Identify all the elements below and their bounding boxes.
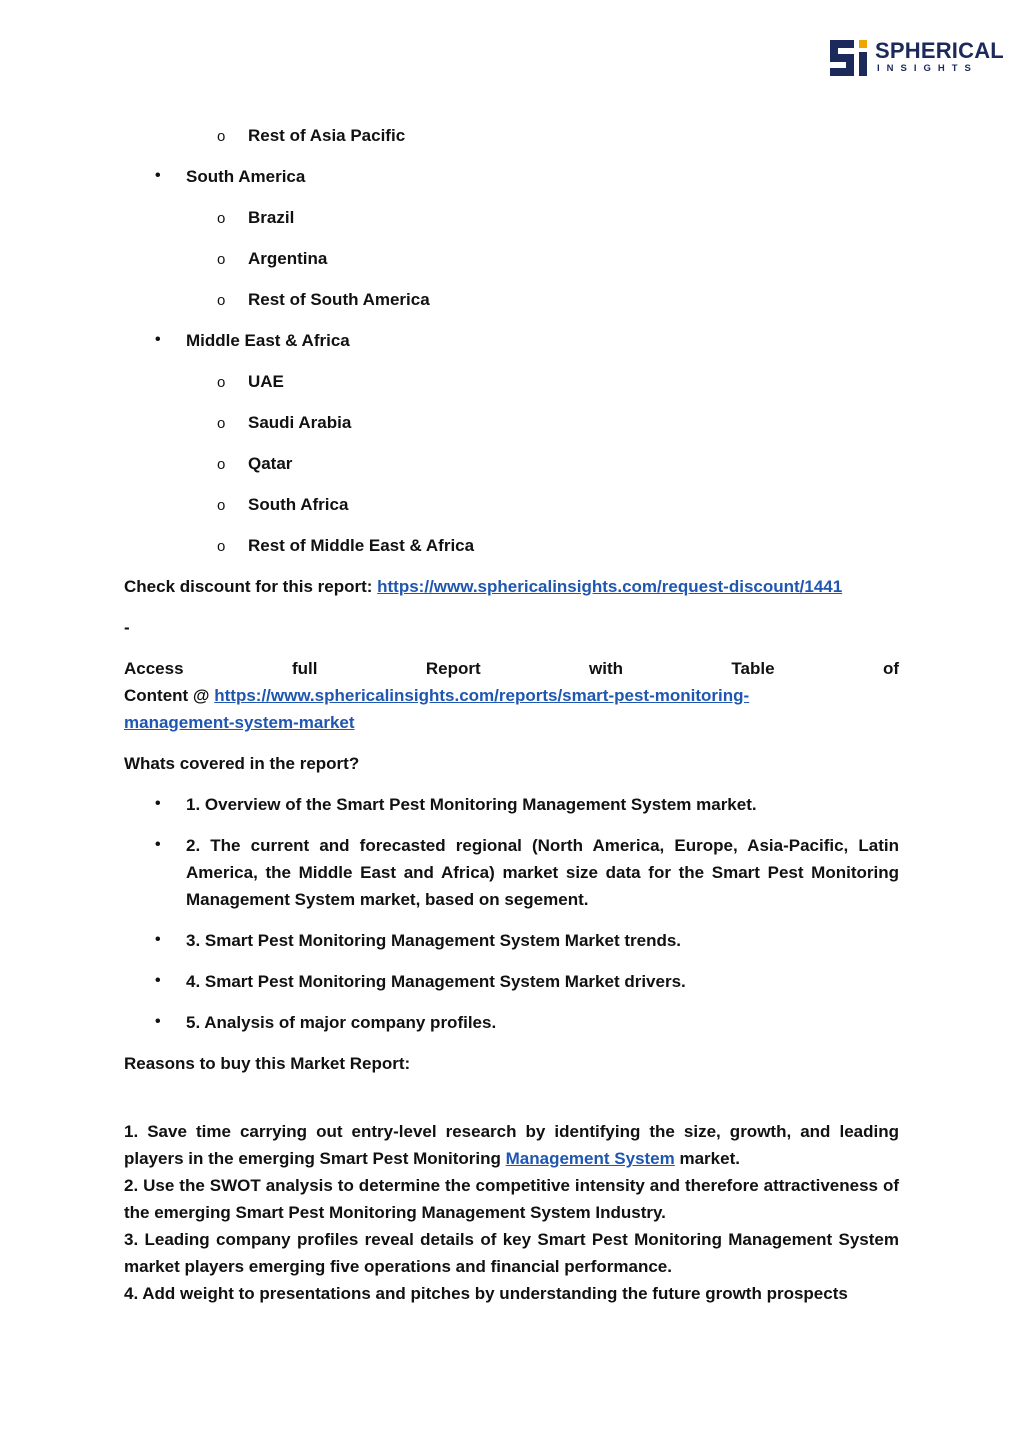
reason-1 — [124, 1118, 899, 1172]
covered-item: 4. Smart Pest Monitoring Management System Market drivers. — [186, 972, 686, 991]
discount-label: Check discount for this report: — [124, 577, 378, 596]
reasons-text — [124, 1118, 899, 1307]
access-word: Table — [731, 659, 775, 678]
covered-item: 1. Overview of the Smart Pest Monitoring Management System market. — [186, 795, 757, 814]
report-link-continued[interactable]: management-system-market — [124, 713, 355, 732]
access-word: of — [882, 659, 899, 678]
access-word: full — [291, 659, 318, 678]
reasons-title: Reasons to buy this Market Report: — [124, 1054, 411, 1073]
bullet-marker: • — [155, 167, 161, 184]
spherical-insights-logo — [830, 38, 1004, 76]
sub-bullet-marker: o — [217, 210, 226, 227]
bullet-marker: • — [155, 795, 161, 812]
access-word: Report — [425, 659, 481, 678]
content-prefix: Content @ — [124, 686, 215, 705]
list-item: Qatar — [248, 454, 293, 473]
logo-sub: INSIGHTS — [877, 63, 978, 74]
bullet-marker: • — [155, 331, 161, 348]
covered-title: Whats covered in the report? — [124, 754, 360, 773]
list-item: Middle East & Africa — [186, 331, 350, 350]
sub-bullet-marker: o — [217, 374, 226, 391]
list-item: UAE — [248, 372, 284, 391]
list-item: Saudi Arabia — [248, 413, 352, 432]
list-item: Argentina — [248, 249, 328, 268]
covered-item: 2. The current and forecasted regional (North America, Europe, Asia-Pacific, Latin America, the Middle East and Africa) market size data for the Smart Pest Monitoring Management System market, based on segement. — [186, 836, 899, 909]
bullet-marker: • — [155, 972, 161, 989]
report-link[interactable]: https://www.sphericalinsights.com/reports/smart-pest-monitoring- — [214, 686, 750, 705]
sub-bullet-marker: o — [217, 128, 226, 145]
access-line — [124, 659, 899, 679]
reason-3: 3. Leading company profiles reveal details of key Smart Pest Monitoring Management System market players emerging five operations and financial performance. — [124, 1230, 899, 1276]
reason-1-text: 1. Save time carrying out entry-level research by identifying the size, growth, and leading players in the emerging Smart Pest Monitoring — [124, 1122, 899, 1168]
list-item: Rest of Middle East & Africa — [248, 536, 475, 555]
management-system-link[interactable]: Management System — [505, 1149, 675, 1168]
list-item: South Africa — [248, 495, 349, 514]
reason-4: 4. Add weight to presentations and pitches by understanding the future growth prospects — [124, 1284, 848, 1303]
covered-item: 5. Analysis of major company profiles. — [186, 1013, 497, 1032]
access-word: with — [589, 659, 624, 678]
list-item: Rest of Asia Pacific — [248, 126, 406, 145]
reason-1-end: market. — [674, 1149, 740, 1168]
logo-mark-icon — [830, 40, 870, 76]
list-item: South America — [186, 167, 306, 186]
sub-bullet-marker: o — [217, 538, 226, 555]
discount-line — [124, 577, 842, 597]
covered-item: 3. Smart Pest Monitoring Management System Market trends. — [186, 931, 682, 950]
dash: - — [124, 618, 130, 637]
bullet-marker: • — [155, 1013, 161, 1030]
access-word: Access — [124, 659, 184, 678]
sub-bullet-marker: o — [217, 415, 226, 432]
content-line-2 — [124, 713, 355, 733]
sub-bullet-marker: o — [217, 497, 226, 514]
logo-name: SPHERICAL — [875, 38, 1004, 63]
list-item: Rest of South America — [248, 290, 430, 309]
sub-bullet-marker: o — [217, 251, 226, 268]
list-item: Brazil — [248, 208, 295, 227]
discount-link[interactable]: https://www.sphericalinsights.com/request-discount/1441 — [377, 577, 843, 596]
reason-2: 2. Use the SWOT analysis to determine the competitive intensity and therefore attractiveness of the emerging Smart Pest Monitoring Management System Industry. — [124, 1176, 899, 1222]
bullet-marker: • — [155, 931, 161, 948]
bullet-marker: • — [155, 836, 161, 853]
sub-bullet-marker: o — [217, 456, 226, 473]
content-line — [124, 686, 749, 706]
sub-bullet-marker: o — [217, 292, 226, 309]
